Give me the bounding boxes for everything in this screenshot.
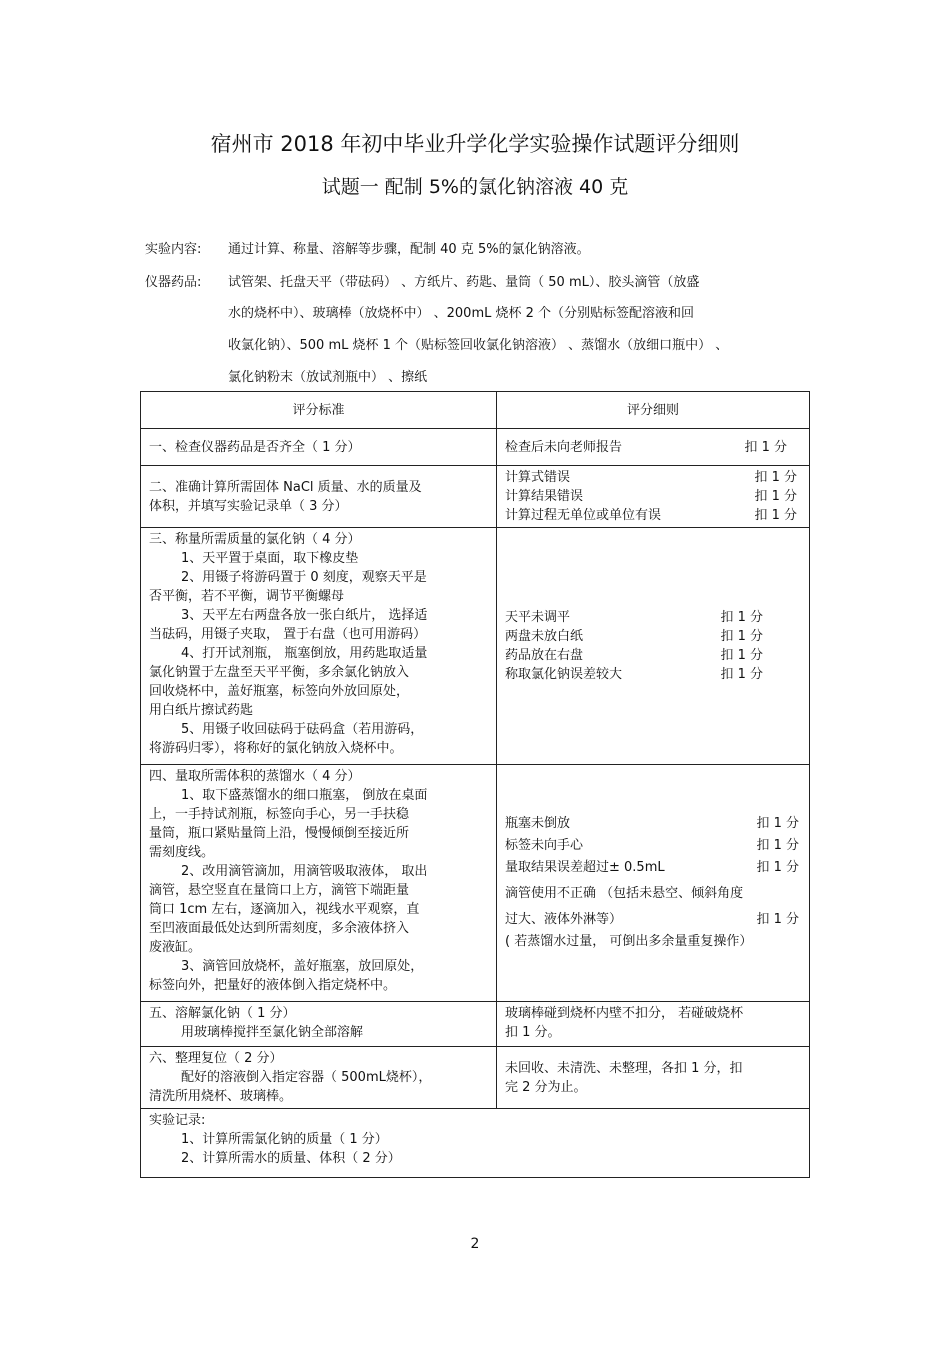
- apparatus-line: 收氯化钠）、500 mL 烧杯 1 个（贴标签回收氯化钠溶液） 、蒸馏水（放细口瓶中） 、: [228, 338, 729, 353]
- table-row: 五、溶解氯化钠（ 1 分） 用玻璃棒搅拌至氯化钠全部溶解 玻璃棒碰到烧杯内壁不扣分， 若碰破烧杯 扣 1 分。: [141, 1002, 810, 1047]
- deduction-item: 药品放在右盘 扣 1 分: [505, 648, 763, 663]
- criterion-text: 六、整理复位（ 2 分）: [149, 1051, 283, 1066]
- header-details: 评分细则: [497, 392, 810, 429]
- apparatus-label: 仪器药品:: [145, 275, 202, 290]
- criterion-text: 四、量取所需体积的蒸馏水（ 4 分）: [149, 769, 361, 784]
- deduction-item: 滴管使用不正确 （包括未悬空、倾斜角度: [505, 886, 744, 901]
- criterion-text: 五、溶解氯化钠（ 1 分）: [149, 1006, 296, 1021]
- deduction-text: 未回收、未清洗、未整理，各扣 1 分，扣: [505, 1060, 743, 1076]
- document-subtitle: 试题一 配制 5%的氯化钠溶液 40 克: [321, 176, 629, 198]
- experiment-content: [145, 242, 590, 258]
- table-row: [141, 466, 810, 528]
- table-row: 六、整理复位（ 2 分） 配好的溶液倒入指定容器（ 500mL烧杯）， 清洗所用烧杯、玻璃棒。 未回收、未清洗、未整理，各扣 1 分，扣 完 2 分为止。: [141, 1047, 810, 1109]
- deduction-item: 计算式错误 扣 1 分: [505, 470, 797, 485]
- scoring-table: [140, 391, 810, 1178]
- deduction-item: 过大、液体外淋等） 扣 1 分: [505, 912, 799, 927]
- table-row: 三、称量所需质量的氯化钠（ 4 分） 1、天平置于桌面，取下橡皮垫 2、用镊子将游码置于 0 刻度，观察天平是 否平衡，若不平衡，调节平衡螺母 3、天平左右两盘各放一张白纸片， 选择适 当砝码，用镊子夹取， 置于右盘（也可用游码） 4、打开试剂瓶， 瓶塞倒放，用药匙取适量 氯化钠置于左盘至天平平衡，多余氯化钠放入 回收烧杯中，盖好瓶塞，标签向外放回原处， 用白纸片擦试药匙 5、用镊子收回砝码于砝码盒（若用游码， 将游码归零），将称好的氯化钠放入烧杯中。 天平未调平 扣 1 分 两盘未放白纸 扣 1 分 药品放在右盘 扣 1 分 称取氯化钠误差较大 扣 1 分: [141, 528, 810, 765]
- deduction-item: 计算过程无单位或单位有误 扣 1 分: [505, 508, 797, 523]
- table-row: [141, 1109, 810, 1178]
- record-item: 2、计算所需水的质量、体积（ 2 分）: [181, 1151, 401, 1166]
- document-title: 宿州市 2018 年初中毕业升学化学实验操作试题评分细则: [210, 132, 740, 156]
- content-text: 通过计算、称量、溶解等步骤，配制 40 克 5%的氯化钠溶液。: [228, 242, 590, 257]
- page-number: 2: [470, 1236, 480, 1252]
- table-header-row: [141, 392, 810, 429]
- criterion-text: 体积，并填写实验记录单（ 3 分）: [149, 498, 348, 514]
- criterion-text: 一、检查仪器药品是否齐全（ 1 分）: [149, 439, 361, 455]
- apparatus-line: 氯化钠粉末（放试剂瓶中） 、擦纸: [228, 370, 428, 385]
- deduction-item: 瓶塞未倒放 扣 1 分: [505, 816, 799, 831]
- deduction-item: 两盘未放白纸 扣 1 分: [505, 629, 763, 644]
- apparatus-line: 水的烧杯中）、玻璃棒（放烧杯中） 、200mL 烧杯 2 个（分别贴标签配溶液和回: [228, 306, 695, 321]
- apparatus-block: [145, 275, 700, 291]
- table-row: [141, 429, 810, 466]
- deduction-text: 玻璃棒碰到烧杯内壁不扣分， 若碰破烧杯: [505, 1006, 744, 1021]
- deduction-item: 检查后未向老师报告 扣 1 分: [505, 439, 787, 455]
- deduction-note: ( 若蒸馏水过量， 可倒出多余量重复操作）: [505, 934, 753, 949]
- record-title: 实验记录:: [149, 1113, 206, 1128]
- table-row: 四、量取所需体积的蒸馏水（ 4 分） 1、取下盛蒸馏水的细口瓶塞， 倒放在桌面 上，一手持试剂瓶，标签向手心，另一手扶稳 量筒，瓶口紧贴量筒上沿，慢慢倾倒至接近所 需刻度线。 2、改用滴管滴加，用滴管吸取液体， 取出 滴管，悬空竖直在量筒口上方，滴管下端距量 筒口 1cm 左右，逐滴加入，视线水平观察，直 至凹液面最低处达到所需刻度，多余液体挤入 废液缸。 3、滴管回放烧杯，盖好瓶塞，放回原处， 标签向外，把量好的液体倒入指定烧杯中。 瓶塞未倒放 扣 1 分 标签未向手心 扣 1 分 量取结果误差超过± 0.5mL 扣 1 分 滴管使用不正确 （包括未悬空、倾斜角度 过大、液体外淋等） 扣 1 分 ( 若蒸馏水过量， 可倒出多余量重复操作）: [141, 765, 810, 1002]
- deduction-item: 标签未向手心 扣 1 分: [505, 838, 799, 853]
- deduction-item: 天平未调平 扣 1 分: [505, 610, 763, 625]
- deduction-item: 量取结果误差超过± 0.5mL 扣 1 分: [505, 860, 799, 875]
- deduction-item: 计算结果错误 扣 1 分: [505, 489, 797, 504]
- header-criteria: 评分标准: [141, 392, 497, 429]
- apparatus-line: 试管架、托盘天平（带砝码） 、方纸片、药匙、量筒（ 50 mL）、胶头滴管（放盛: [228, 275, 700, 290]
- criterion-text: 三、称量所需质量的氯化钠（ 4 分）: [149, 532, 361, 547]
- criterion-text: 二、准确计算所需固体 NaCl 质量、水的质量及: [149, 479, 422, 495]
- deduction-item: 称取氯化钠误差较大 扣 1 分: [505, 667, 763, 682]
- content-label: 实验内容:: [145, 242, 202, 257]
- record-item: 1、计算所需氯化钠的质量（ 1 分）: [181, 1132, 388, 1147]
